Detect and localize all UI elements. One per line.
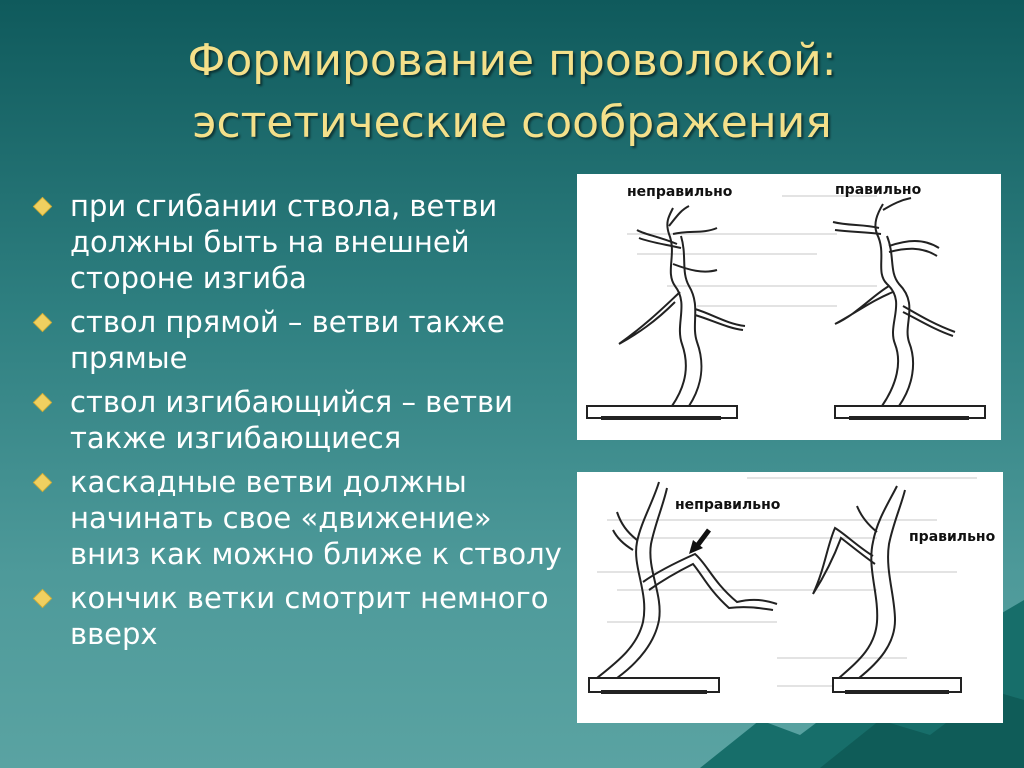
- bullet-text: ствол прямой – ветви также прямые: [70, 305, 505, 375]
- bullet-item: [30, 580, 570, 652]
- bullet-item: [30, 384, 570, 456]
- figure-bottom-panel: [577, 472, 1003, 723]
- diamond-bullet-icon: [33, 393, 52, 412]
- tree-right-icon: [833, 198, 955, 406]
- pot-wrong-icon: [589, 678, 719, 692]
- bullet-text: ствол изгибающийся – ветви также изгибающиеся: [70, 385, 513, 455]
- diamond-bullet-icon: [33, 473, 52, 492]
- label-right-bottom: правильно: [909, 529, 996, 545]
- bullet-text: кончик ветки смотрит немного вверх: [70, 581, 549, 651]
- cascade-tree-right-icon: [813, 486, 905, 678]
- figure-bottom-drawing: [577, 472, 1003, 723]
- title-line-1: Формирование проволокой:: [187, 35, 837, 86]
- bullet-item: [30, 188, 570, 296]
- figure-top-drawing: [577, 174, 1001, 440]
- bullet-list: [30, 188, 570, 660]
- label-wrong-bottom: неправильно: [675, 497, 781, 513]
- diamond-bullet-icon: [33, 197, 52, 216]
- diamond-bullet-icon: [33, 313, 52, 332]
- label-wrong-top: неправильно: [627, 184, 733, 200]
- title-line-2: эстетические соображения: [192, 97, 832, 148]
- faint-background-lines: [627, 196, 877, 306]
- pot-right-icon: [833, 678, 961, 692]
- label-right-top: правильно: [835, 182, 922, 198]
- bullet-text: каскадные ветви должны начинать свое «движение» вниз как можно ближе к стволу: [70, 465, 562, 571]
- bullet-text: при сгибании ствола, ветви должны быть на внешней стороне изгиба: [70, 189, 498, 295]
- figure-top-panel: [577, 174, 1001, 440]
- bullet-item: [30, 304, 570, 376]
- bullet-item: [30, 464, 570, 572]
- diamond-bullet-icon: [33, 589, 52, 608]
- arrow-down-left-icon: [689, 530, 709, 554]
- slide-title: [0, 30, 1024, 154]
